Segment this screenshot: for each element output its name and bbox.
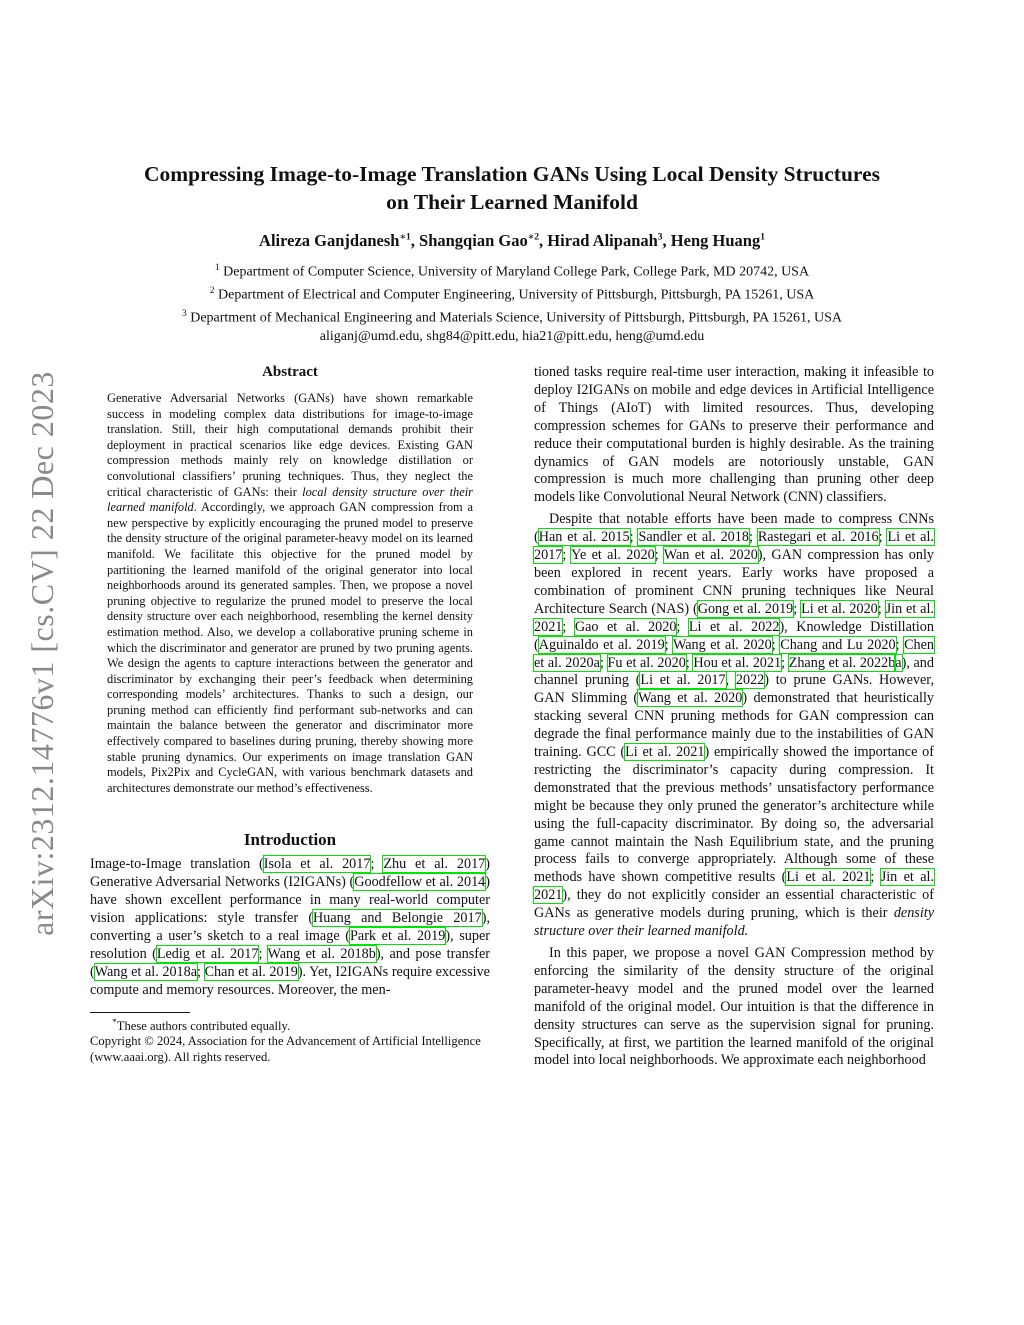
body-text: ; (370, 856, 384, 873)
body-text: ; (654, 547, 664, 564)
arxiv-identifier (20, 348, 64, 958)
body-text: ), Knowledge Distillation ( (534, 618, 934, 653)
affiliation-text: Department of Mechanical Engineering and Materials Science, University of Pittsburgh, Pittsburgh, PA 15261, USA (190, 310, 843, 326)
body-text: Image-to-Image translation ( (90, 856, 264, 873)
title-line-1: Compressing Image-to-Image Translation GANs Using Local Density Structures (144, 162, 880, 186)
intro-paragraph-2 (534, 511, 934, 941)
body-text: ), and pose transfer ( (90, 945, 491, 980)
citation-link[interactable]: Li et al. 2017 (640, 672, 726, 689)
citation-link[interactable]: Wang et al. 2020 (672, 636, 772, 653)
citation-link[interactable]: 2022 (735, 672, 765, 689)
body-text: ; (748, 529, 758, 546)
body-text: ; (197, 963, 205, 980)
citation-link[interactable]: Jin et al. 2021 (534, 600, 934, 635)
copyright-notice: Copyright © 2024, Association for the Advancement of Artificial Intelligence (www.aaai.org). All rights reserved. (90, 1034, 481, 1065)
citation-link[interactable]: Li et al. 2021 (786, 869, 871, 886)
abstract-text (90, 391, 490, 796)
citation-link[interactable]: Chen et al. 2020a (534, 636, 935, 671)
introduction-heading: Introduction (243, 830, 337, 850)
body-text: ; (781, 654, 789, 671)
citation-link[interactable]: Li et al. 2020 (801, 600, 878, 617)
body-text: ), converting a user’s sketch to a real image ( (90, 910, 490, 945)
citation-link[interactable]: Li et al. 2022 (688, 618, 780, 635)
body-text: ) Generative Adversarial Networks (I2IGANs) ( (90, 856, 490, 891)
citation-link[interactable]: Isola et al. 2017 (263, 856, 371, 873)
citation-link[interactable]: Ye et al. 2020 (571, 547, 655, 564)
affiliations (60, 259, 964, 347)
citation-link[interactable]: Gao et al. 2020 (574, 618, 677, 635)
citation-link[interactable]: Wan et al. 2020 (663, 547, 758, 564)
body-text: , (725, 672, 736, 689)
citation-link[interactable]: a (895, 654, 902, 671)
body-text: ; (793, 600, 802, 617)
body-text: ; (562, 547, 572, 564)
footnote-mark: * (112, 1017, 117, 1028)
body-text: ; (676, 618, 689, 635)
affiliation-line (60, 305, 964, 328)
citation-link[interactable]: Goodfellow et al. 2014 (354, 874, 486, 891)
citation-link[interactable]: Hou et al. 2021 (693, 654, 782, 671)
author-name: Hirad Alipanah (547, 231, 658, 250)
abstract-emphasis: local density structure over their learned manifold (107, 484, 473, 515)
body-text: ) demonstrated that heuristically stacking several CNN pruning methods for GAN compression can degrade the final performance mainly due to the instabilities of GAN training. GCC ( (534, 690, 935, 761)
emphasized-text: density structure over their learned manifold. (534, 905, 934, 940)
body-text: ; (664, 636, 673, 653)
author-name: Shangqian Gao (419, 231, 528, 250)
citation-link[interactable]: Jin et al. 2021 (534, 869, 934, 904)
author-mark: ∗2 (527, 232, 540, 243)
abstract-heading: Abstract (262, 364, 318, 380)
body-text: ; (599, 654, 608, 671)
body-text: ), super resolution ( (90, 928, 490, 962)
abstract-text-part: Generative Adversarial Networks (GANs) have shown remarkable success in modeling complex data distributions for image-to-image translation. Still, their high computational demands prohibit their deployment in practical scenarios like edge devices. Existing GAN compression methods mainly rely on knowledge distillation or convolutional classifiers’ pruning techniques. Thus, they neglect the critical characteristic of GANs: their (107, 391, 473, 499)
citation-link[interactable]: Gong et al. 2019 (697, 600, 794, 617)
intro-paragraph-3: In this paper, we propose a novel GAN Compression method by enforcing the similarity of the density structure of the original parameter-heavy model and the pruned model over the learned manifold of the original model. Our intuition is that the difference in density structures can serve as the supervision signal for pruning. Specifically, at first, we partition the learned manifold of the original model into local neighborhoods. We approximate each neighborhood (534, 945, 934, 1069)
citation-link[interactable]: Wang et al. 2018a (94, 963, 198, 980)
body-text: tioned tasks require real-time user interaction, making it infeasible to deploy I2IGANs on mobile and edge devices in Artificial Intelligence of Things (AIoT) with limited resources. Thus, developing compression schemes for GANs to preserve their performance and reduce their computational burden is highly desirable. As the training dynamics of GAN models are notoriously unstable, GAN compression is much more challenging than pruning other deep models like Convolutional Neural Network (CNN) classifiers. (534, 364, 934, 506)
affiliation-line (60, 282, 964, 305)
citation-link[interactable]: Aguinaldo et al. 2019 (538, 636, 665, 653)
body-text: ; (771, 636, 781, 653)
intro-paragraph-1 (90, 856, 490, 999)
body-text: ) to prune GANs. However, GAN Slimming ( (534, 672, 934, 707)
citation-link[interactable]: Chang and Lu 2020 (780, 636, 896, 653)
author-mark: 1 (760, 232, 765, 243)
paper-title (60, 160, 964, 216)
footnote-rule (90, 1012, 190, 1013)
body-text: ), they do not explicitly consider an essential characteristic of GANs as generative models during pruning, which is their (534, 887, 934, 922)
author-emails: aliganj@umd.edu, shg84@pitt.edu, hia21@pitt.edu, heng@umd.edu (319, 329, 705, 345)
citation-link[interactable]: Zhang et al. 2022b (788, 654, 896, 671)
affiliation-text: Department of Electrical and Computer Engineering, University of Pittsburgh, Pittsburgh, PA 15261, USA (218, 287, 815, 303)
author-mark: 3 (657, 232, 663, 243)
body-text: ) empirically showed the importance of restricting the discriminator’s capacity during compression. It demonstrated that the previous methods’ unsatisfactory performance might be because they only pruned the generator’s architecture while using the full-capacity discriminator. By doing so, the adversarial game cannot maintain the Nash Equilibrium state, and the pruning process fails to converge appropriately. Although some of these methods have shown competitive results ( (534, 744, 934, 886)
citation-link[interactable]: Wang et al. 2020 (638, 690, 743, 707)
body-text: Despite that notable efforts have been made to compress CNNs ( (534, 511, 934, 546)
citation-link[interactable]: Rastegari et al. 2016 (757, 529, 879, 546)
citation-link[interactable]: Han et al. 2015 (538, 529, 630, 546)
citation-link[interactable]: Ledig et al. 2017 (156, 945, 259, 962)
body-text: ), and channel pruning ( (534, 654, 934, 689)
affiliation-number: 1 (214, 263, 220, 273)
affiliation-text: Department of Computer Science, University of Maryland College Park, College Park, MD 20742, USA (223, 264, 810, 280)
author-list: Alireza Ganjdanesh$^{∗1}$, Shangqian Gao$^{∗2}$, Hirad Alipanah$^3$, Heng Huang$^1$ (259, 231, 765, 250)
author-mark: ∗1 (399, 232, 411, 243)
arxiv-id-text: arXiv:2312.14776v1 [cs.CV] 22 Dec 2023 (23, 370, 60, 936)
affiliation-line (60, 259, 964, 282)
citation-link[interactable]: Park et al. 2019 (350, 928, 446, 945)
affiliation-number: 2 (209, 286, 215, 297)
left-column (90, 364, 490, 1066)
body-text: ; (258, 945, 268, 962)
citation-link[interactable]: Chan et al. 2019 (204, 963, 298, 980)
right-column (534, 364, 934, 1070)
title-line-2: on Their Learned Manifold (386, 190, 638, 214)
author-name: Alireza Ganjdanesh (259, 231, 400, 250)
abstract-text-part: . Accordingly, we approach GAN compression from a new perspective by explicitly encouraging the pruned model to preserve the density structure of the original parameter-heavy model on its learned manifold. We facilitate this objective for the pruned model by partitioning the learned manifold of the original generator into local neighborhoods around its generated samples. Then, we propose a novel pruning objective to regularize the pruned model to preserve the local density structure over each neighborhood, resembling the kernel density estimation method. Also, we develop a collaborative pruning scheme in which the discriminator and generator are pruned by two pruning agents. We design the agents to capture interactions between the generator and discriminator by exchanging their peer’s feedback when determining corresponding models’ architectures. Thanks to such a design, our pruning method can efficiently find performant sub-networks and can maintain the balance between the generator and discriminator more effectively compared to baselines during pruning, thereby showing more stable pruning dynamics. Our experiments on image translation GAN models, Pix2Pix and CycleGAN, with various benchmark datasets and architectures demonstrate our method’s effectiveness. (107, 500, 473, 795)
footnote-note (90, 1016, 490, 1035)
intro-paragraph-1-continued (534, 364, 934, 507)
body-text: ; (629, 529, 639, 546)
citation-link[interactable]: Zhu et al. 2017 (383, 856, 486, 873)
body-text: ; (878, 529, 888, 546)
body-text: ). Yet, I2IGANs require excessive compute and memory resources. Moreover, the men- (90, 963, 490, 998)
citation-link[interactable]: Sandler et al. 2018 (638, 529, 749, 546)
citation-link[interactable]: Huang and Belongie 2017 (313, 910, 482, 927)
body-text: ) have shown excellent performance in many real-world computer vision applications: style transfer ( (90, 874, 491, 927)
body-text: ; (685, 654, 694, 671)
citation-link[interactable]: Wang et al. 2018b (267, 945, 376, 962)
body-text: ; (870, 869, 881, 886)
citation-link[interactable]: Li et al. 2021 (625, 744, 705, 761)
footnote (90, 1012, 490, 1066)
body-text: ), GAN compression has only been explored in recent years. Early works have proposed a combination of prominent CNN pruning techniques like Neural Architecture Search (NAS) ( (534, 547, 935, 617)
citation-link[interactable]: Fu et al. 2020 (607, 654, 686, 671)
footnote-note-text: These authors contributed equally. (116, 1018, 291, 1033)
affiliation-number: 3 (181, 309, 187, 320)
author-name: Heng Huang (670, 231, 761, 250)
body-text: ; (562, 618, 575, 635)
citation-link[interactable]: Li et al. 2017 (534, 529, 934, 564)
body-text: ; (877, 600, 886, 617)
body-text: ; (895, 636, 905, 653)
